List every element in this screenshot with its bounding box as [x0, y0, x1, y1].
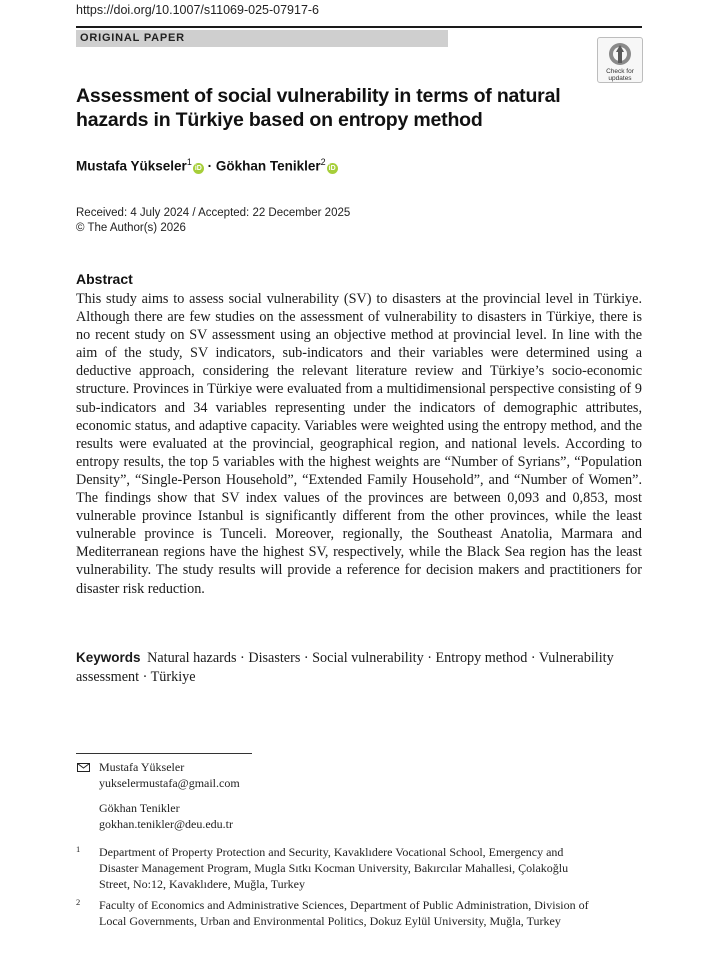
author-separator: · — [207, 158, 213, 174]
update-icon — [607, 41, 633, 67]
author-list — [76, 157, 338, 174]
keyword-item: Türkiye — [150, 668, 196, 685]
affiliation-2 — [76, 897, 596, 929]
corresponding-author-name: Mustafa Yükseler — [99, 760, 185, 774]
keyword-item: Disasters — [248, 650, 301, 666]
corresponding-author-email[interactable]: yukselermustafa@gmail.com — [99, 775, 240, 790]
orcid-icon[interactable]: iD — [328, 164, 336, 172]
keywords-label: Keywords — [76, 650, 141, 665]
received-accepted-dates: Received: 4 July 2024 / Accepted: 22 December 2025 — [76, 207, 351, 219]
abstract-heading: Abstract — [76, 271, 133, 287]
affiliation-1 — [76, 844, 596, 892]
check-for-updates-label: Check for updates — [606, 68, 634, 82]
correspondence-block — [76, 760, 240, 832]
affiliation-text: Faculty of Economics and Administrative Sciences, Department of Public Administration, Division of Local Governments, Urban and Environmental Politics, Dokuz Eylül University, Muğla, Turkey — [99, 898, 589, 928]
keyword-separator: · — [527, 650, 539, 666]
header-rule — [76, 26, 642, 28]
keyword-separator: · — [423, 650, 436, 666]
affiliation-number: 2 — [76, 897, 81, 907]
check-for-updates-badge[interactable] — [597, 37, 643, 83]
author-name[interactable]: Gökhan Tenikler — [215, 158, 321, 174]
keyword-item: Natural hazards — [147, 650, 237, 666]
keywords-list — [76, 650, 614, 685]
affiliation-text: Department of Property Protection and Security, Kavaklıdere Vocational School, Emergency and Disaster Management Program, Mugla Sıtkı Kocman University, Bakırcılar Mahallesi, Çolakoğlu Street, No:12, Kavaklıdere, Muğla, Turkey — [99, 845, 569, 891]
footnote-rule — [76, 753, 252, 754]
coauthor-name: Gökhan Tenikler — [99, 801, 180, 815]
author-affiliation-mark: 2 — [320, 157, 326, 167]
envelope-icon — [77, 763, 90, 772]
affiliation-number: 1 — [76, 844, 81, 854]
orcid-icon[interactable]: iD — [194, 164, 202, 172]
keyword-separator: · — [139, 668, 151, 685]
doi-link[interactable]: https://doi.org/10.1007/s11069-025-07917-6 — [76, 3, 320, 17]
keyword-item: Social vulnerability — [312, 650, 424, 666]
keywords-section — [76, 649, 642, 686]
paper-title: Assessment of social vulnerability in terms of natural hazards in Türkiye based on entropy method — [76, 85, 561, 131]
keyword-item: Vulnerability assessment — [76, 650, 614, 685]
author-name[interactable]: Mustafa Yükseler — [76, 158, 187, 174]
keyword-separator: · — [236, 650, 249, 666]
copyright-notice: © The Author(s) 2026 — [76, 222, 186, 234]
abstract-text: This study aims to assess social vulnerability (SV) to disasters at the provincial level in Türkiye. Although there are few studies on the assessment of vulnerability to disasters in Türkiye, there is no recent study on SV assessment using an objective method at provincial level. In line with the aim of the study, SV indicators, sub-indicators and their variables were determined using a deductive approach, considering the relevant literature review and Türkiye’s socio-economic structure. Provinces in Türkiye were evaluated from a multidimensional perspective consisting of 9 sub-indicators and 34 variables representing under the indicators of demographic attributes, economic status, and adaptive capacity. Variables were weighted using the entropy method, and the results were evaluated at the provincial, geographical region, and national levels. According to entropy results, the top 5 variables with the highest weights are “Number of Syrians”, “Population Density”, “Single-Person Household”, “Extended Family Household”, and “Number of Women”. The findings show that SV index values of the provinces are between 0,093 and 0,853, most vulnerable province Istanbul is significantly different from the other provinces, while the least vulnerable province is Tunceli. Moreover, regionally, the Southeast Anatolia, Marmara and Mediterranean regions have the highest SV, respectively, while the Black Sea region has the least vulnerability. The study results will provide a reference for decision makers and practitioners for disaster risk reduction. — [76, 291, 642, 597]
author-affiliation-mark: 1 — [186, 157, 192, 167]
coauthor-email[interactable]: gokhan.tenikler@deu.edu.tr — [99, 816, 234, 831]
keyword-item: Entropy method — [435, 650, 528, 666]
paper-type-label: ORIGINAL PAPER — [76, 30, 448, 47]
keyword-separator: · — [300, 650, 313, 666]
publication-dates — [76, 206, 350, 236]
